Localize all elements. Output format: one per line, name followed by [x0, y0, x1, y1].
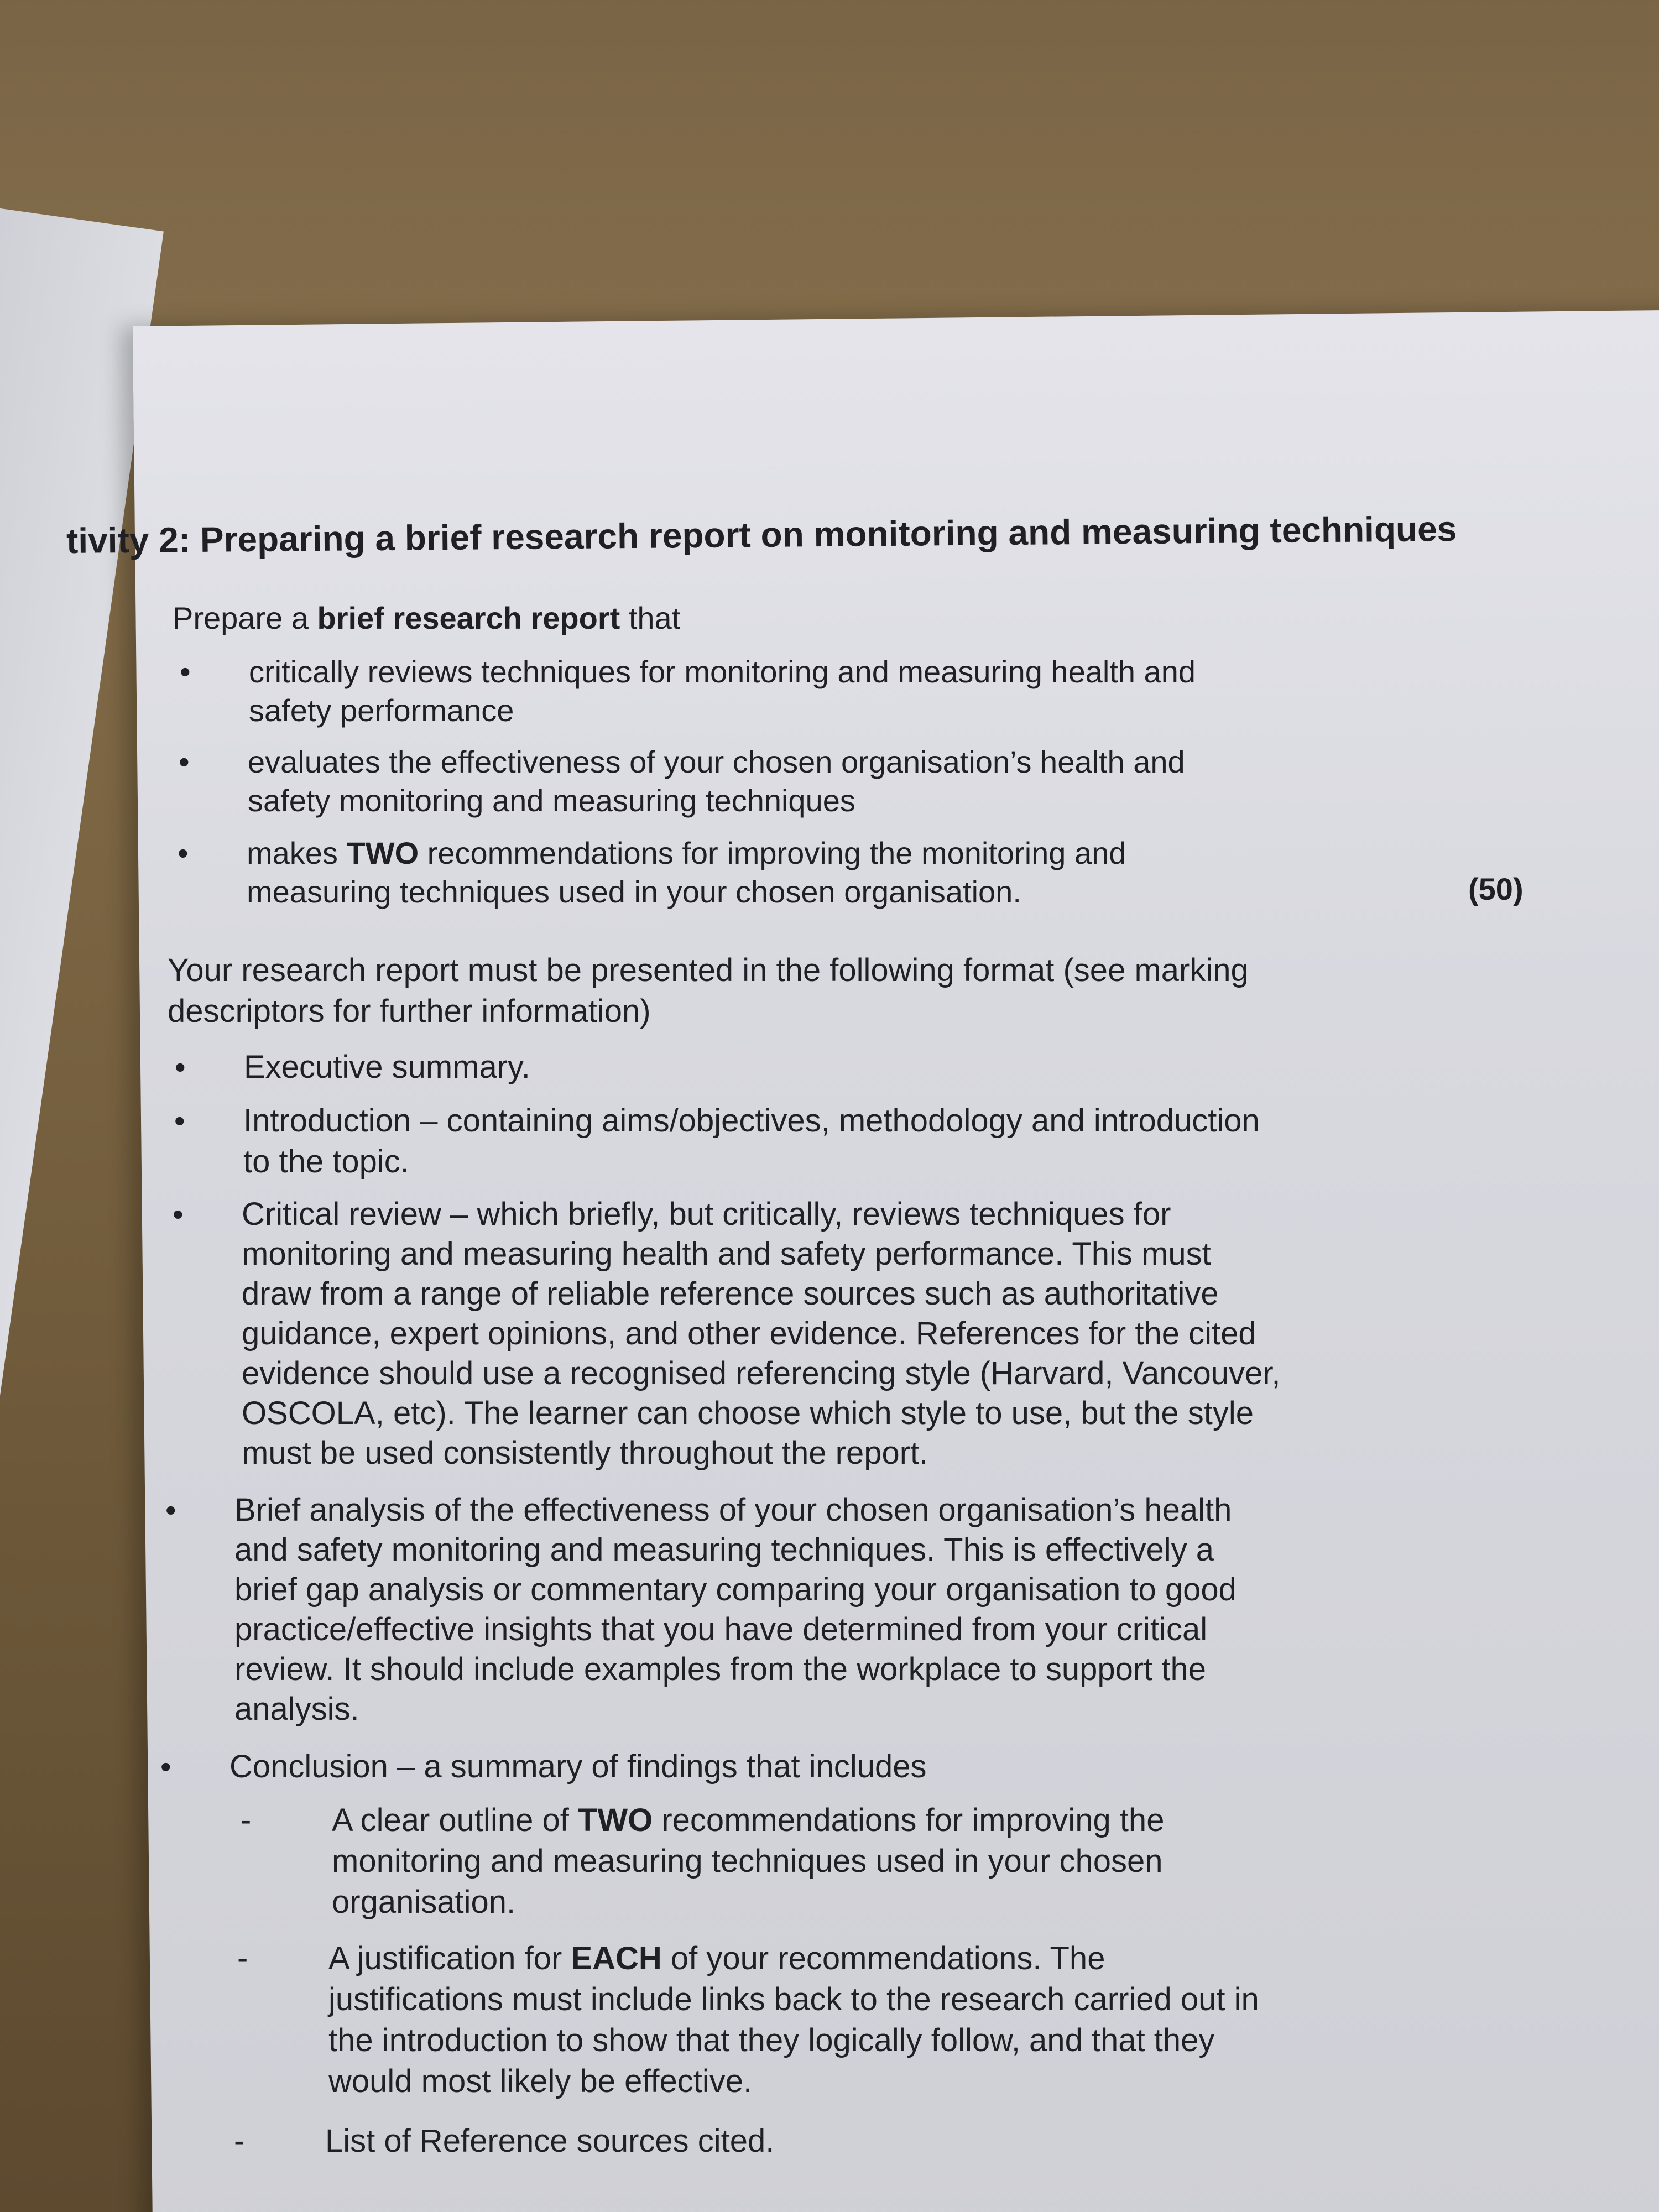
format-bullet-4: [165, 1490, 1237, 1729]
bullet-dot: •: [174, 1103, 185, 1138]
bullet-dot: •: [178, 836, 189, 870]
format-bullet-1: [175, 1047, 530, 1088]
task-bullet-2-text: evaluates the effectiveness of your chosen organisation’s health and safety monitoring and measuring techniques: [248, 744, 1185, 818]
dash-mark: -: [234, 2123, 245, 2159]
activity-heading: tivity 2: Preparing a brief research report on monitoring and measuring techniques: [66, 509, 1457, 561]
format-bullet-5: [160, 1746, 927, 1787]
bullet-dot: •: [180, 654, 191, 689]
bullet-dot: •: [165, 1493, 176, 1527]
conclusion-item-1: [241, 1800, 1165, 1923]
task-bullet-1: [180, 653, 1196, 730]
task-bullet-3: [178, 834, 1126, 911]
task-bullet-3-text: makes TWO recommendations for improving the monitoring and measuring techniques used in your chosen organisation.: [247, 836, 1126, 909]
task-intro-bold: brief research report: [317, 601, 620, 635]
format-bullet-4-text: Brief analysis of the effectiveness of your chosen organisation’s health and safety monitoring and measuring techniques. This is effectively a brief gap analysis or commentary comparing your organisation to good practice/effective insights that you have determined from your critical review. It should include examples from the workplace to support the analysis.: [234, 1492, 1237, 1727]
format-bullet-3: [173, 1194, 1281, 1473]
task-bullet-1-text: critically reviews techniques for monitoring and measuring health and safety performance: [249, 654, 1196, 728]
bullet-dot: •: [160, 1749, 171, 1784]
conclusion-item-3: [234, 2121, 775, 2162]
format-bullet-2: [174, 1100, 1260, 1182]
bullet-dot: •: [179, 744, 190, 779]
task-bullet-2: [179, 743, 1185, 820]
dash-mark: -: [241, 1802, 252, 1838]
conclusion-item-1-text: A clear outline of TWO recommendations for improving the monitoring and measuring techniques used in your chosen organisation.: [332, 1802, 1165, 1920]
format-bullet-1-text: Executive summary.: [244, 1049, 530, 1085]
format-bullet-5-text: Conclusion – a summary of findings that includes: [229, 1749, 927, 1785]
format-bullet-2-text: Introduction – containing aims/objectives, methodology and introduction to the topic.: [243, 1103, 1260, 1180]
conclusion-item-2-text: A justification for EACH of your recommendations. The justifications must include links back to the research carried out in the introduction to show that they logically follow, and that they would most likely be effective.: [328, 1940, 1259, 2099]
task-intro-suffix: that: [620, 601, 681, 635]
conclusion-item-2: [237, 1938, 1259, 2102]
dash-mark: -: [237, 1940, 248, 1976]
marks-label: (50): [1468, 872, 1524, 906]
bullet-dot: •: [175, 1050, 186, 1084]
format-bullet-3-text: Critical review – which briefly, but critically, reviews techniques for monitoring and measuring health and safety performance. This must draw from a range of reliable reference sources such as authoritative guidance, expert opinions, and other evidence. References for the cited evidence should use a recognised referencing style (Harvard, Vancouver, OSCOLA, etc). The learner can choose which style to use, but the style must be used consistently throughout the report.: [242, 1196, 1281, 1471]
format-intro: Your research report must be presented in the following format (see marking descriptors for further information): [168, 952, 1249, 1029]
conclusion-item-3-text: List of Reference sources cited.: [325, 2123, 775, 2159]
bullet-dot: •: [173, 1197, 184, 1232]
task-intro-prefix: Prepare a: [173, 601, 317, 635]
task-intro: [173, 600, 680, 636]
